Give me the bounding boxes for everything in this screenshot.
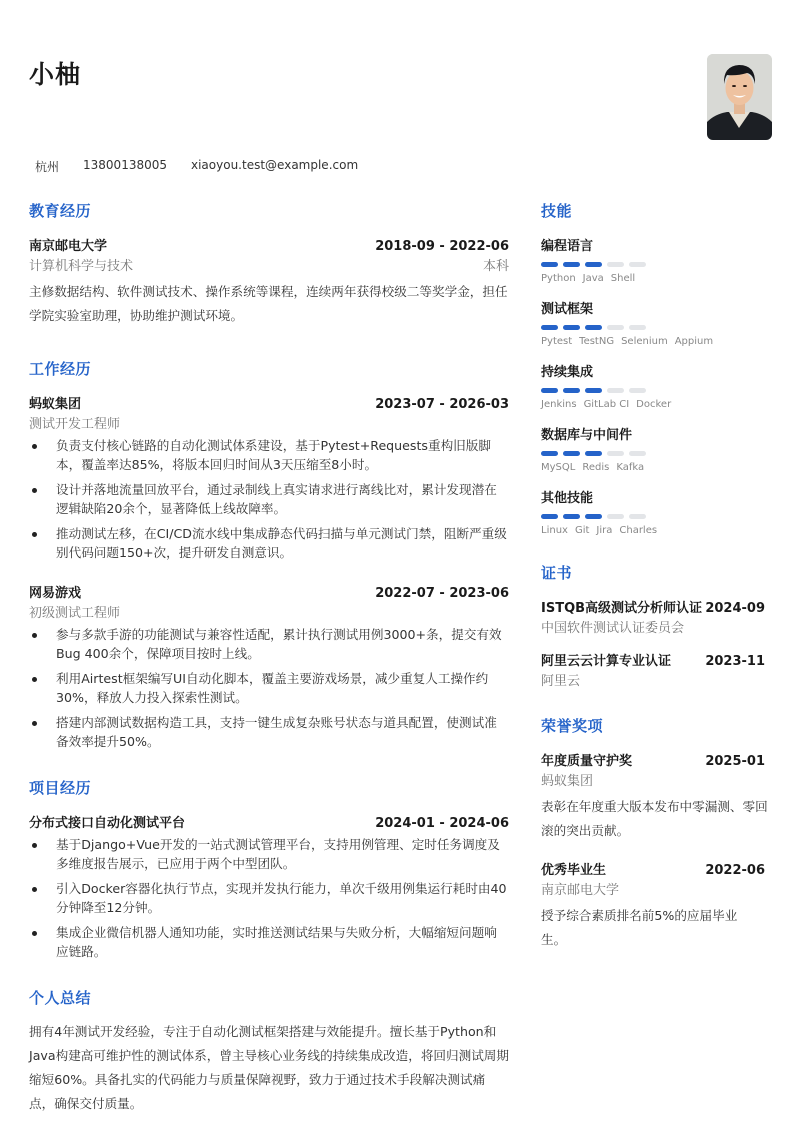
award-date: 2022-06 (705, 863, 765, 878)
skill-tags (541, 399, 766, 410)
school-name: 南京邮电大学 (29, 239, 108, 254)
candidate-name: 小柚 (29, 60, 82, 89)
skill-name: 编程语言 (541, 239, 594, 254)
projects-section (29, 777, 509, 961)
job-role: 初级测试工程师 (29, 606, 121, 621)
resume-header (0, 0, 800, 190)
skill-tag: Redis (582, 462, 610, 473)
section-title-awards: 荣誉奖项 (541, 717, 604, 735)
skill-tag: Jira (596, 525, 613, 536)
skill-tags (541, 336, 766, 347)
bullet-item: 集成企业微信机器人通知功能，实时推送测试结果与失败分析，大幅缩短问题响应链路。 (29, 923, 509, 961)
bullet-item: 负责支付核心链路的自动化测试体系建设，基于Pytest+Requests重构旧版脚本，覆盖率达85%，将版本回归时间从3天压缩至8小时。 (29, 436, 509, 474)
certificate-issuer: 中国软件测试认证委员会 (541, 621, 685, 636)
contact-phone[interactable]: 13800138005 (83, 158, 167, 172)
work-entry (29, 582, 509, 751)
award-entry (541, 859, 766, 952)
skill-tag: Git (574, 525, 590, 536)
certificate-name: 阿里云云计算专业认证 (541, 654, 672, 669)
certificate-date: 2024-09 (705, 601, 765, 616)
education-entry (29, 235, 509, 328)
level-dot-empty (629, 514, 646, 519)
level-dot-filled (585, 514, 602, 519)
skill-tag: Jenkins (541, 399, 577, 410)
skill-tag: Kafka (616, 462, 645, 473)
level-dot-filled (563, 388, 580, 393)
skill-group (541, 424, 766, 473)
section-title-certificates: 证书 (541, 564, 573, 582)
skill-group (541, 235, 766, 284)
work-bullets (29, 625, 509, 751)
skill-tag: Linux (541, 525, 568, 536)
work-date: 2023-07 - 2026-03 (375, 397, 509, 412)
job-role: 测试开发工程师 (29, 417, 121, 432)
level-dot-empty (607, 388, 624, 393)
certificate-date: 2023-11 (705, 654, 765, 669)
bullet-item: 基于Django+Vue开发的一站式测试管理平台，支持用例管理、定时任务调度及多维度报告展示，已应用于两个中型团队。 (29, 835, 509, 873)
left-column (29, 200, 509, 1116)
certificates-section (541, 562, 766, 689)
section-title-skills: 技能 (541, 202, 573, 220)
skill-level-meter (541, 514, 766, 519)
company-name: 蚂蚁集团 (29, 397, 82, 412)
level-dot-filled (585, 451, 602, 456)
section-title-work: 工作经历 (29, 360, 92, 378)
section-title-education: 教育经历 (29, 202, 92, 220)
certificate-issuer: 阿里云 (541, 674, 581, 689)
skill-tags (541, 273, 766, 284)
avatar-photo-icon (707, 54, 772, 140)
award-org: 蚂蚁集团 (541, 774, 594, 789)
skills-section (541, 200, 766, 536)
project-name: 分布式接口自动化测试平台 (29, 816, 186, 831)
bullet-item: 利用Airtest框架编写UI自动化脚本，覆盖主要游戏场景，减少重复人工操作约30%，释放人力投入探索性测试。 (29, 669, 509, 707)
summary-section (29, 987, 509, 1116)
level-dot-filled (541, 388, 558, 393)
level-dot-empty (629, 388, 646, 393)
bullet-item: 设计并落地流量回放平台，通过录制线上真实请求进行离线比对，累计发现潜在逻辑缺陷20余个，显著降低上线故障率。 (29, 480, 509, 518)
section-title-summary: 个人总结 (29, 989, 92, 1007)
skill-tags (541, 462, 766, 473)
company-name: 网易游戏 (29, 586, 82, 601)
level-dot-filled (563, 262, 580, 267)
skill-group (541, 298, 766, 347)
education-date: 2018-09 - 2022-06 (375, 239, 509, 254)
award-description: 授予综合素质排名前5%的应届毕业生。 (541, 908, 738, 947)
level-dot-filled (563, 325, 580, 330)
summary-text: 拥有4年测试开发经验，专注于自动化测试框架搭建与效能提升。擅长基于Python和Java构建高可维护性的测试体系，曾主导核心业务线的持续集成改造，将回归测试周期缩短60%。具备扎实的代码能力与质量保障视野，致力于通过技术手段解决测试痛点，确保交付质量。 (29, 1024, 509, 1111)
certificate-entry (541, 650, 766, 689)
contact-email[interactable]: xiaoyou.test@example.com (191, 158, 359, 172)
skill-name: 持续集成 (541, 365, 594, 380)
level-dot-filled (563, 514, 580, 519)
right-column (541, 200, 766, 966)
avatar (707, 54, 772, 140)
level-dot-filled (585, 325, 602, 330)
skill-group (541, 361, 766, 410)
level-dot-empty (629, 451, 646, 456)
bullet-item: 引入Docker容器化执行节点，实现并发执行能力，单次千级用例集运行耗时由40分钟降至12分钟。 (29, 879, 509, 917)
work-entry (29, 393, 509, 562)
skill-level-meter (541, 388, 766, 393)
project-date: 2024-01 - 2024-06 (375, 816, 509, 831)
award-name: 优秀毕业生 (541, 863, 607, 878)
level-dot-empty (607, 514, 624, 519)
level-dot-filled (585, 262, 602, 267)
skill-level-meter (541, 262, 766, 267)
awards-section (541, 715, 766, 952)
project-bullets (29, 835, 509, 961)
level-dot-filled (585, 388, 602, 393)
education-description: 主修数据结构、软件测试技术、操作系统等课程，连续两年获得校级二等奖学金，担任学院实验室助理，协助维护测试环境。 (29, 284, 508, 323)
level-dot-empty (629, 262, 646, 267)
skill-level-meter (541, 325, 766, 330)
level-dot-filled (541, 325, 558, 330)
award-date: 2025-01 (705, 754, 765, 769)
degree: 本科 (482, 259, 509, 274)
skill-name: 数据库与中间件 (541, 428, 633, 443)
skill-tag: Shell (610, 273, 636, 284)
skill-tag: Selenium (621, 336, 668, 347)
work-date: 2022-07 - 2023-06 (375, 586, 509, 601)
skill-tag: Docker (636, 399, 672, 410)
level-dot-empty (629, 325, 646, 330)
level-dot-empty (607, 325, 624, 330)
award-org: 南京邮电大学 (541, 883, 620, 898)
section-title-projects: 项目经历 (29, 779, 92, 797)
skill-tags (541, 525, 766, 536)
skill-name: 测试框架 (541, 302, 594, 317)
level-dot-filled (541, 514, 558, 519)
level-dot-filled (563, 451, 580, 456)
award-entry (541, 750, 766, 843)
work-section (29, 358, 509, 751)
certificate-entry (541, 597, 766, 636)
skill-tag: Pytest (541, 336, 573, 347)
skill-group (541, 487, 766, 536)
skill-tag: TestNG (579, 336, 615, 347)
education-section (29, 200, 509, 328)
work-bullets (29, 436, 509, 562)
level-dot-filled (541, 262, 558, 267)
contact-city: 杭州 (35, 160, 60, 174)
skill-tag: GitLab CI (583, 399, 630, 410)
skill-tag: MySQL (541, 462, 576, 473)
skill-tag: Python (541, 273, 576, 284)
award-name: 年度质量守护奖 (541, 754, 633, 769)
project-entry (29, 812, 509, 961)
level-dot-empty (607, 262, 624, 267)
skill-tag: Appium (674, 336, 714, 347)
level-dot-empty (607, 451, 624, 456)
skill-name: 其他技能 (541, 491, 594, 506)
skill-tag: Java (582, 273, 604, 284)
bullet-item: 推动测试左移，在CI/CD流水线中集成静态代码扫描与单元测试门禁，阻断严重级别代码问题150+次，提升研发自测意识。 (29, 524, 509, 562)
major: 计算机科学与技术 (29, 259, 134, 274)
bullet-item: 搭建内部测试数据构造工具，支持一键生成复杂账号状态与道具配置，使测试准备效率提升50%。 (29, 713, 509, 751)
certificate-name: ISTQB高级测试分析师认证 (541, 601, 703, 616)
award-description: 表彰在年度重大版本发布中零漏测、零回滚的突出贡献。 (541, 799, 768, 838)
bullet-item: 参与多款手游的功能测试与兼容性适配，累计执行测试用例3000+条，提交有效Bug 400余个，保障项目按时上线。 (29, 625, 509, 663)
skill-level-meter (541, 451, 766, 456)
skill-tag: Charles (619, 525, 658, 536)
level-dot-filled (541, 451, 558, 456)
contact-info (35, 158, 382, 175)
